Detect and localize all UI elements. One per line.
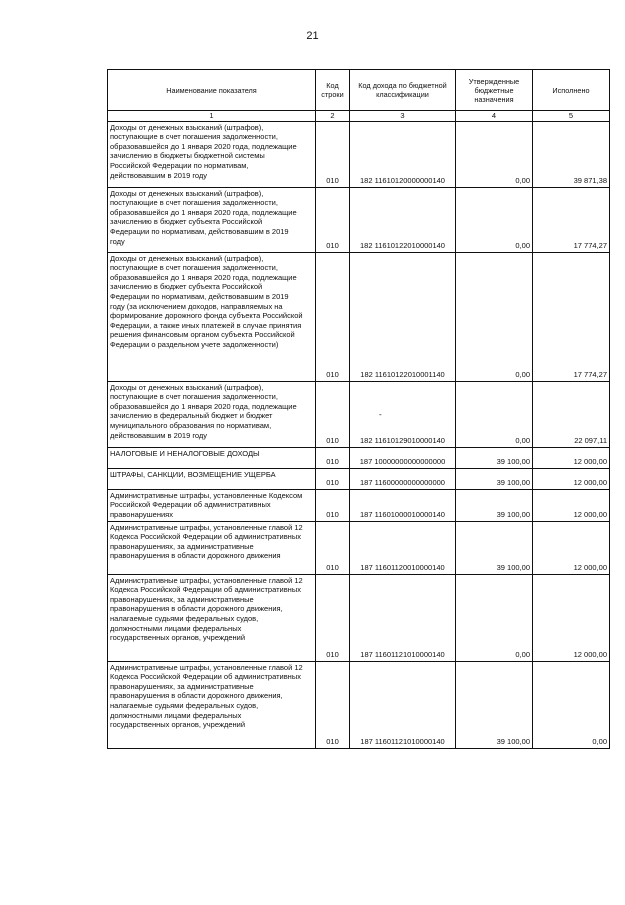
table-row (108, 661, 610, 748)
row-name: ШТРАФЫ, САНКЦИИ, ВОЗМЕЩЕНИЕ УЩЕРБА (108, 468, 316, 489)
row-approved: 0,00 (456, 381, 533, 447)
row-executed: 22 097,11 (533, 381, 610, 447)
row-code: 010 (316, 187, 350, 252)
table-row (108, 187, 610, 252)
header-approved: Утвержденные бюджетные назначения (456, 70, 533, 111)
row-name: Доходы от денежных взысканий (штрафов), поступающие в счет погашения задолженности, образовавшейся до 1 января 2020 года, подлежащие зачислению в бюджет субъекта Российской Федерации по нормативам, действовавшим в 2019 году (за исключением доходов, направляемых на формирование дорожного фонда субъекта Российской Федерации, а также иных платежей в случае принятия решения финансовым органом субъекта Российской Федерации о раздельном учете задолженности) (108, 252, 316, 381)
row-approved: 0,00 (456, 574, 533, 661)
row-executed: 0,00 (533, 661, 610, 748)
header-income-code: Код дохода по бюджетной классификации (350, 70, 456, 111)
table-header-row (108, 70, 610, 111)
row-approved: 39 100,00 (456, 447, 533, 468)
row-name: Доходы от денежных взысканий (штрафов), поступающие в счет погашения задолженности, образовавшейся до 1 января 2020 года, подлежащие зачислению в федеральный бюджет и бюджет муниципального образования по нормативам, действовавшим в 2019 году (108, 381, 316, 447)
row-executed: 12 000,00 (533, 574, 610, 661)
row-name: Административные штрафы, установленные Кодексом Российской Федерации об административных правонарушениях (108, 489, 316, 521)
header-row-code: Код строки (316, 70, 350, 111)
row-approved: 0,00 (456, 187, 533, 252)
page-number: 21 (306, 30, 319, 42)
row-code: 010 (316, 489, 350, 521)
table-row (108, 252, 610, 381)
row-code: 010 (316, 121, 350, 187)
row-name: Административные штрафы, установленные главой 12 Кодекса Российской Федерации об административных правонарушениях, за административные правонарушения в области дорожного движения, налагаемые судьями федеральных судов, должностными лицами федеральных государственных органов, учреждений (108, 661, 316, 748)
row-code: 010 (316, 447, 350, 468)
row-kbk: 187 11601121010000140 (350, 574, 456, 661)
row-executed: 12 000,00 (533, 489, 610, 521)
row-kbk: 187 11601000010000140 (350, 489, 456, 521)
row-kbk: 187 11601121010000140 (350, 661, 456, 748)
row-code: 010 (316, 661, 350, 748)
budget-report-table (107, 69, 610, 749)
table-row (108, 447, 610, 468)
row-approved: 39 100,00 (456, 521, 533, 574)
row-kbk: 182 11610129010000140 (350, 381, 456, 447)
row-executed: 39 871,38 (533, 121, 610, 187)
row-kbk: 187 11601120010000140 (350, 521, 456, 574)
table-row (108, 381, 610, 447)
table-row (108, 468, 610, 489)
row-executed: 17 774,27 (533, 187, 610, 252)
table-row (108, 574, 610, 661)
row-approved: 0,00 (456, 121, 533, 187)
row-kbk: 187 11600000000000000 (350, 468, 456, 489)
column-number: 4 (456, 111, 533, 122)
row-executed: 12 000,00 (533, 447, 610, 468)
column-number: 2 (316, 111, 350, 122)
row-name: Административные штрафы, установленные главой 12 Кодекса Российской Федерации об административных правонарушениях, за административные правонарушения в области дорожного движения, налагаемые судьями федеральных судов, должностными лицами федеральных государственных органов, учреждений (108, 574, 316, 661)
row-approved: 0,00 (456, 252, 533, 381)
column-number: 1 (108, 111, 316, 122)
row-name: Доходы от денежных взысканий (штрафов), поступающие в счет погашения задолженности, образовавшейся до 1 января 2020 года, подлежащие зачислению в бюджеты бюджетной системы Российской Федерации по нормативам, действовавшим в 2019 году (108, 121, 316, 187)
column-number: 3 (350, 111, 456, 122)
column-number: 5 (533, 111, 610, 122)
row-code: 010 (316, 468, 350, 489)
row-code: 010 (316, 252, 350, 381)
row-name: НАЛОГОВЫЕ И НЕНАЛОГОВЫЕ ДОХОДЫ (108, 447, 316, 468)
row-code: 010 (316, 521, 350, 574)
header-executed: Исполнено (533, 70, 610, 111)
row-kbk: 182 11610122010000140 (350, 187, 456, 252)
row-code: 010 (316, 574, 350, 661)
table-row (108, 121, 610, 187)
row-executed: 12 000,00 (533, 521, 610, 574)
row-code: 010 (316, 381, 350, 447)
row-name: Административные штрафы, установленные главой 12 Кодекса Российской Федерации об административных правонарушениях, за административные правонарушения в области дорожного движения (108, 521, 316, 574)
row-approved: 39 100,00 (456, 661, 533, 748)
row-approved: 39 100,00 (456, 468, 533, 489)
row-kbk: 182 11610120000000140 (350, 121, 456, 187)
row-executed: 12 000,00 (533, 468, 610, 489)
table-row (108, 489, 610, 521)
row-approved: 39 100,00 (456, 489, 533, 521)
stray-mark: - (379, 410, 382, 419)
header-indicator-name: Наименование показателя (108, 70, 316, 111)
column-numbers-row (108, 111, 610, 122)
row-kbk: 187 10000000000000000 (350, 447, 456, 468)
row-name: Доходы от денежных взысканий (штрафов), поступающие в счет погашения задолженности, образовавшейся до 1 января 2020 года, подлежащие зачислению в бюджет субъекта Российской Федерации по нормативам, действовавшим в 2019 году (108, 187, 316, 252)
row-executed: 17 774,27 (533, 252, 610, 381)
row-kbk: 182 11610122010001140 (350, 252, 456, 381)
table-row (108, 521, 610, 574)
